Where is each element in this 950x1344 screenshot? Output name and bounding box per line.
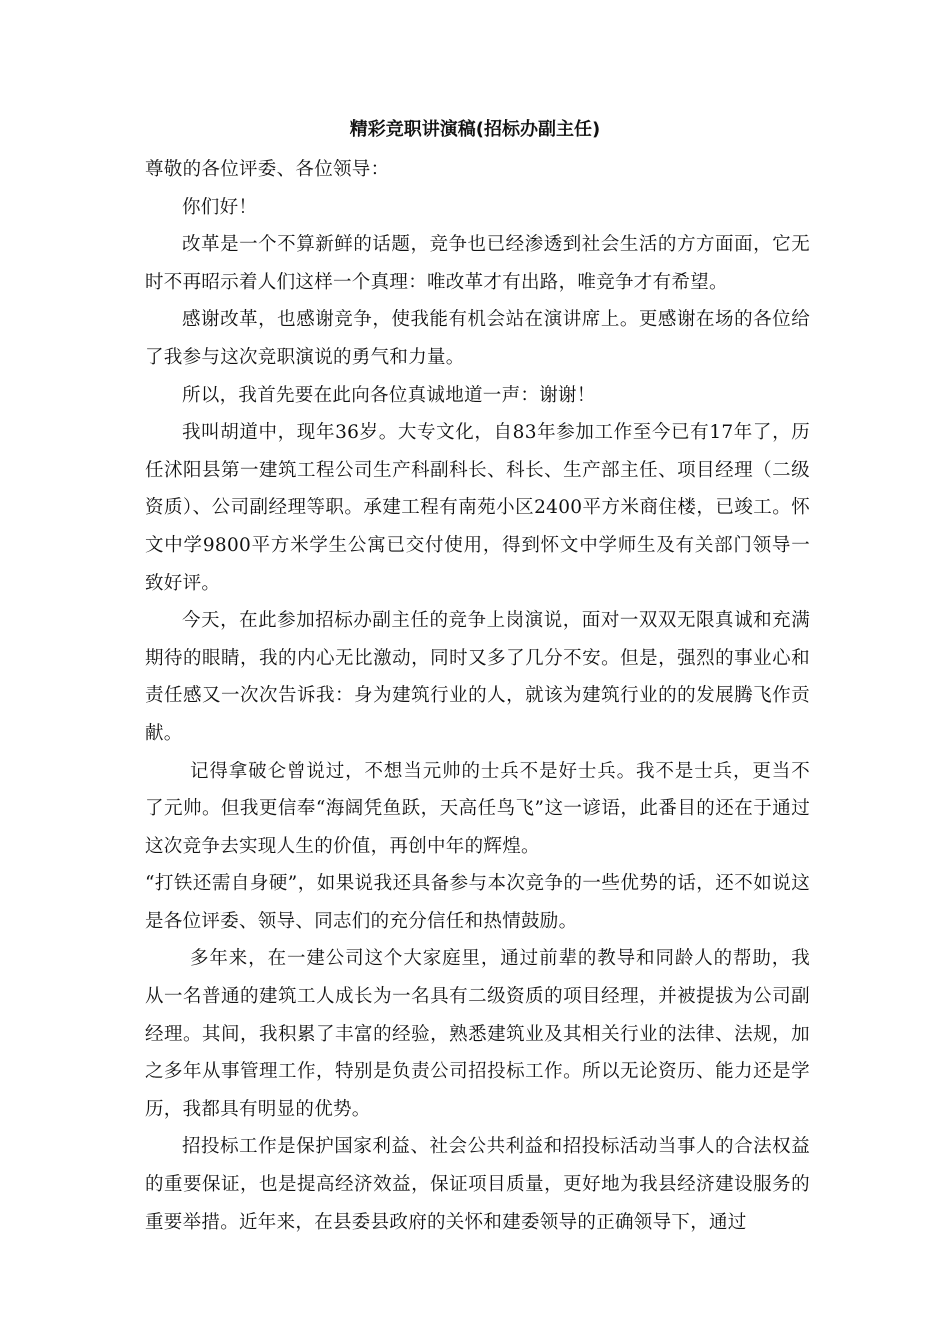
document-title: 精彩竞职讲演稿(招标办副主任): [349, 119, 601, 140]
salutation: 尊敬的各位评委、各位领导：: [145, 159, 390, 180]
paragraph-thank-you: 所以，我首先要在此向各位真诚地道一声：谢谢！: [182, 384, 596, 406]
paragraph-reform: 改革是一个不算新鲜的话题，竞争也已经渗透到社会生活的方方面面，它无时不再昭示着人们这样一个真理：唯改革才有出路，唯竞争才有希望。: [145, 234, 810, 293]
paragraph-bidding: 招投标工作是保护国家利益、社会公共利益和招投标活动当事人的合法权益的重要保证，也是提高经济效益，保证项目质量，更好地为我县经济建设服务的重要举措。近年来，在县委县政府的关怀和建委领导的正确领导下，通过: [145, 1136, 810, 1233]
paragraph-introduction: 我叫胡道中，现年36岁。大专文化，自83年参加工作至今已有17年了，历任沭阳县第一建筑工程公司生产科副科长、科长、生产部主任、项目经理（二级资质）、公司副经理等职。承建工程有南苑小区2400平方米商住楼，已竣工。怀文中学9800平方米学生公寓已交付使用，得到怀文中学师生及有关部门领导一致好评。: [145, 422, 810, 594]
greeting: 你们好！: [182, 196, 258, 218]
paragraph-strength: “打铁还需自身硬”，如果说我还具备参与本次竞争的一些优势的话，还不如说这是各位评委、领导、同志们的充分信任和热情鼓励。: [145, 873, 810, 932]
paragraph-today: 今天，在此参加招标办副主任的竞争上岗演说，面对一双双无限真诚和充满期待的眼睛，我的内心无比激动，同时又多了几分不安。但是，强烈的事业心和责任感又一次次告诉我：身为建筑行业的人，就该为建筑行业的的发展腾飞作贡献。: [145, 610, 810, 744]
paragraph-experience: 多年来，在一建公司这个大家庭里，通过前辈的教导和同龄人的帮助，我从一名普通的建筑工人成长为一名具有二级资质的项目经理，并被提拔为公司副经理。其间，我积累了丰富的经验，熟悉建筑业及其相关行业的法律、法规，加之多年从事管理工作，特别是负责公司招投标工作。所以无论资历、能力还是学历，我都具有明显的优势。: [145, 948, 810, 1120]
paragraph-thanks: 感谢改革，也感谢竞争，使我能有机会站在演讲席上。更感谢在场的各位给了我参与这次竞职演说的勇气和力量。: [145, 309, 810, 368]
document-body: [145, 151, 810, 1241]
paragraph-napoleon: 记得拿破仑曾说过，不想当元帅的士兵不是好士兵。我不是士兵，更当不了元帅。但我更信奉“海阔凭鱼跃，天高任鸟飞”这一谚语，此番目的还在于通过这次竞争去实现人生的价值，再创中年的辉煌。: [145, 760, 810, 857]
